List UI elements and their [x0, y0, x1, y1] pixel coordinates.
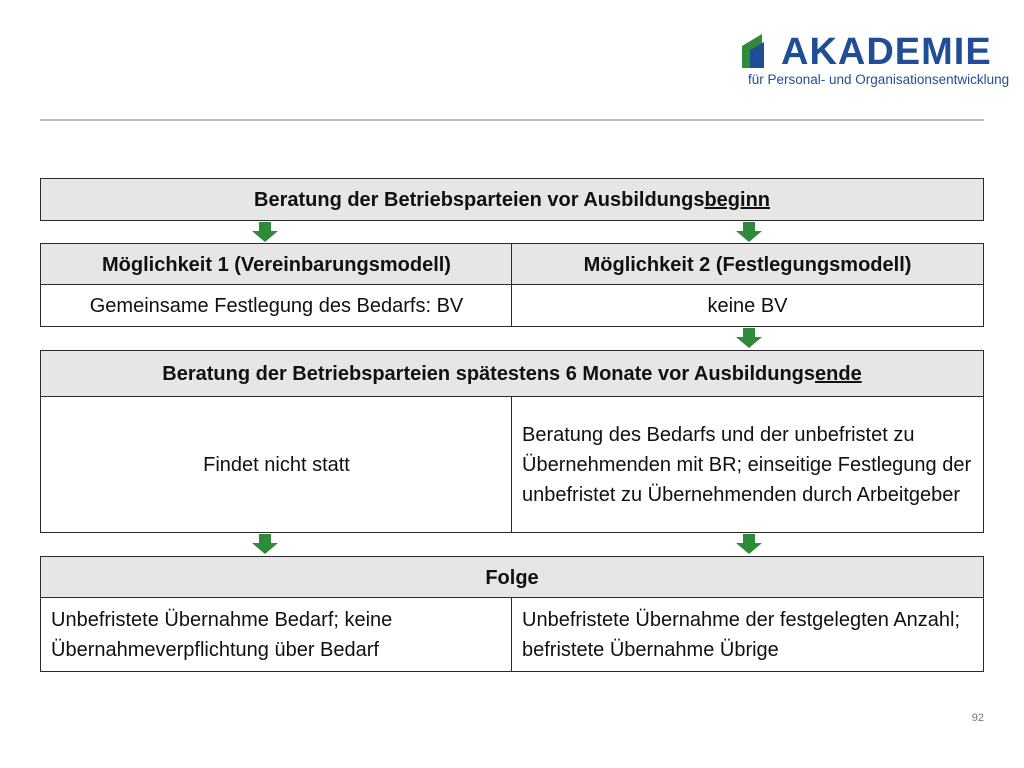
header-divider — [40, 119, 984, 121]
step2-right-cell: Beratung des Bedarfs und der unbefristet zu Übernehmenden mit BR; einseitige Festlegung der unbefristet zu Übernehmenden durch Arbeitgeber — [511, 396, 984, 533]
step1-title-emphasis: beginn — [704, 188, 770, 211]
step2-title-emphasis: ende — [815, 363, 862, 385]
down-arrow-icon — [736, 534, 762, 554]
down-arrow-icon — [736, 222, 762, 242]
step2-header — [40, 350, 984, 398]
result-header: Folge — [40, 556, 984, 599]
page-number: 92 — [971, 712, 984, 724]
step2-title: Beratung der Betriebsparteien spätestens 6 Monate vor Ausbildungsende — [162, 363, 862, 385]
logo-subtitle: für Personal- und Organisationsentwicklung — [748, 72, 1010, 87]
down-arrow-icon — [252, 534, 278, 554]
option2-detail: keine BV — [511, 284, 984, 327]
result-right-cell: Unbefristete Übernahme der festgelegten Anzahl; befristete Übernahme Übrige — [511, 597, 984, 672]
logo-house-icon — [742, 34, 776, 68]
step1-title: Beratung der Betriebsparteien vor Ausbildungsbeginn — [254, 188, 770, 211]
option2-heading: Möglichkeit 2 (Festlegungsmodell) — [511, 243, 984, 286]
option1-detail: Gemeinsame Festlegung des Bedarfs: BV — [40, 284, 513, 327]
down-arrow-icon — [736, 328, 762, 348]
logo-wordmark: AKADEMIE — [781, 31, 992, 73]
result-left-cell: Unbefristete Übernahme Bedarf; keine Übernahmeverpflichtung über Bedarf — [40, 597, 513, 672]
akademie-logo — [742, 30, 1010, 92]
step1-header — [40, 178, 984, 221]
option1-heading: Möglichkeit 1 (Vereinbarungsmodell) — [40, 243, 513, 286]
step2-left-cell: Findet nicht statt — [40, 396, 513, 533]
down-arrow-icon — [252, 222, 278, 242]
